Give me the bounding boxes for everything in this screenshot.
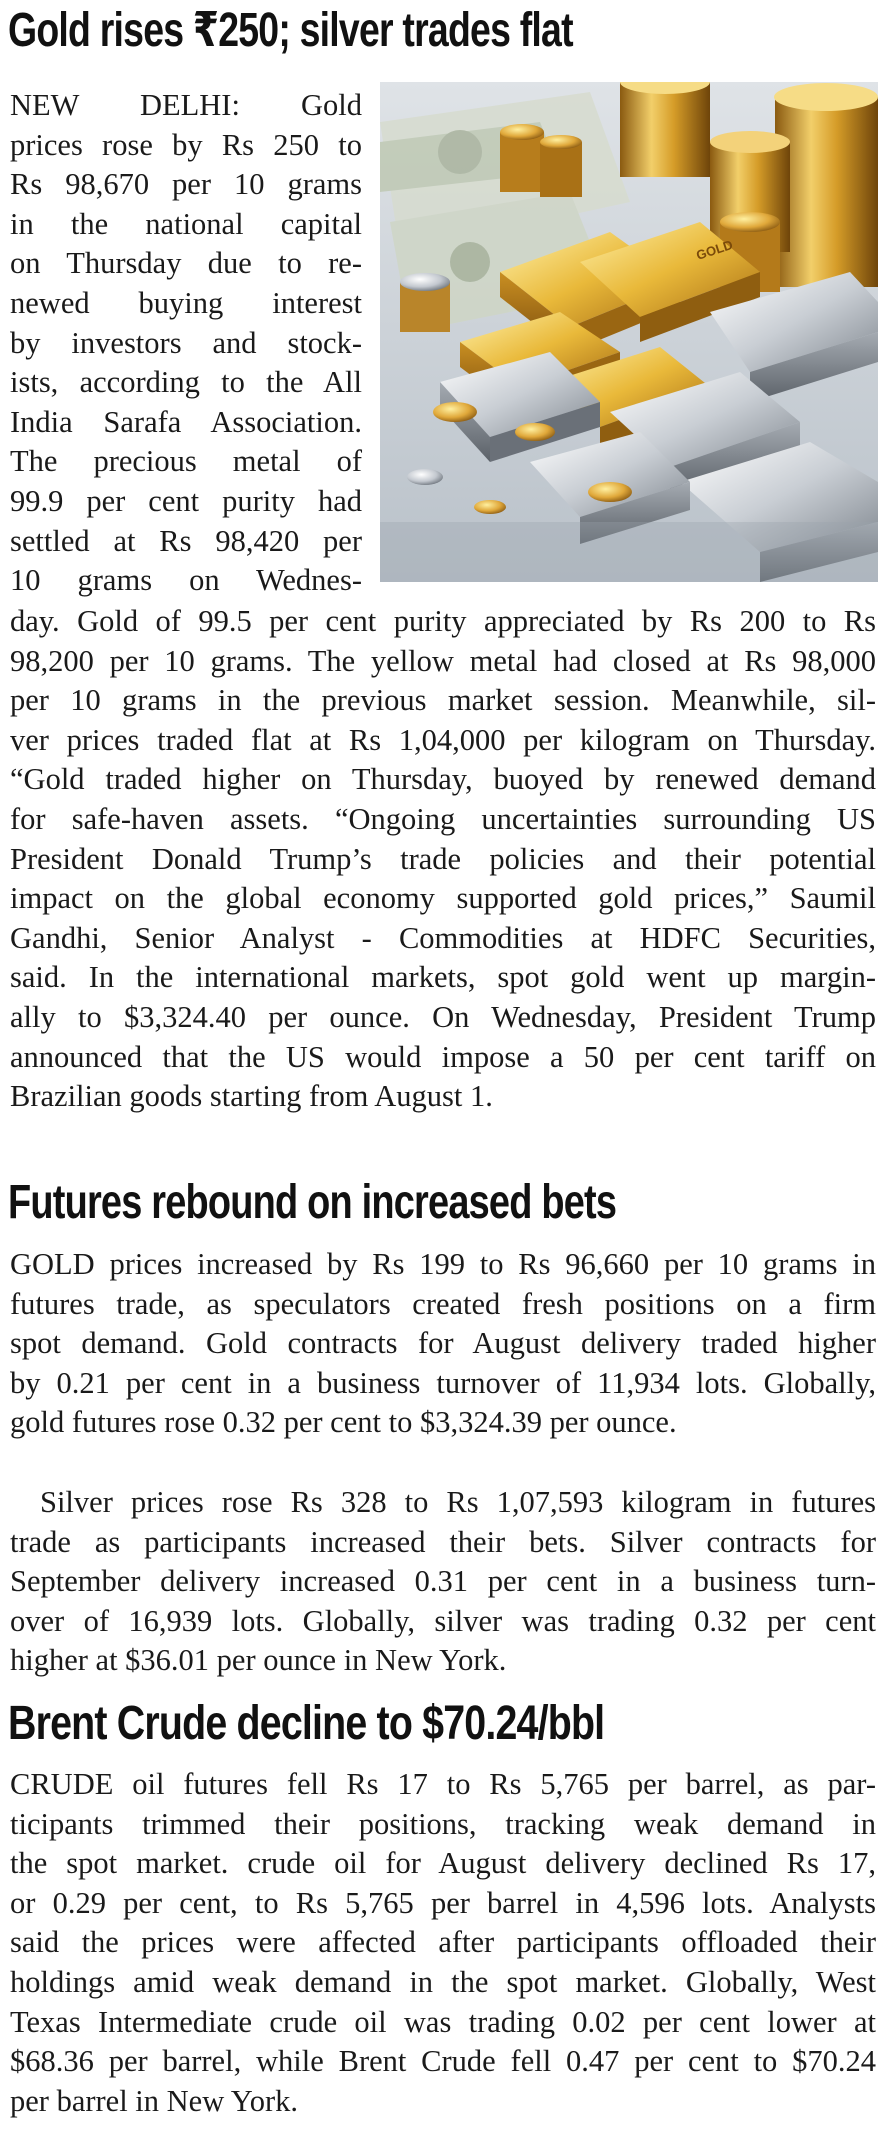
body-line: the spot market. crude oil for August delivery declined Rs 17, (10, 1846, 876, 1881)
lead-line: Rs 98,670 per 10 grams (10, 167, 362, 202)
story2-paragraph-1 (10, 1245, 876, 1443)
body-line: said. In the international markets, spot gold went up margin- (10, 960, 876, 995)
body-line: spot demand. Gold contracts for August delivery traded higher (10, 1326, 876, 1361)
body-line: day. Gold of 99.5 per cent purity appreciated by Rs 200 to Rs (10, 604, 876, 638)
story2-headline: Futures rebound on increased bets (8, 1176, 617, 1229)
body-line: futures trade, as speculators created fresh positions on a firm (10, 1286, 876, 1321)
body-line: holdings amid weak demand in the spot market. Globally, West (10, 1964, 876, 1999)
body-line: ver prices traded flat at Rs 1,04,000 per kilogram on Thursday. (10, 722, 876, 757)
body-line: over of 16,939 lots. Globally, silver was trading 0.32 per cent (10, 1603, 876, 1638)
lead-line: The precious metal of (10, 444, 362, 479)
body-line: said the prices were affected after participants offloaded their (10, 1925, 876, 1960)
story2-paragraph-2 (10, 1483, 876, 1681)
story1-body (10, 602, 876, 1117)
lead-line: 10 grams on Wednes- (10, 563, 362, 598)
body-line: $68.36 per barrel, while Brent Crude fell 0.47 per cent to $70.24 (10, 2044, 876, 2079)
body-line: September delivery increased 0.31 per cent in a business turn- (10, 1564, 876, 1599)
body-line: GOLD prices increased by Rs 199 to Rs 96,660 per 10 grams in (10, 1247, 876, 1281)
body-line: Silver prices rose Rs 328 to Rs 1,07,593 kilogram in futures (40, 1485, 876, 1519)
body-line: Brazilian goods starting from August 1. (10, 1079, 493, 1114)
body-line: or 0.29 per cent, to Rs 5,765 per barrel in 4,596 lots. Analysts (10, 1885, 876, 1920)
lead-line: on Thursday due to re- (10, 246, 362, 281)
body-line: “Gold traded higher on Thursday, buoyed by renewed demand (10, 762, 876, 797)
lead-line: prices rose by Rs 250 to (10, 127, 362, 162)
body-line: ticipants trimmed their positions, tracking weak demand in (10, 1806, 876, 1841)
body-line: announced that the US would impose a 50 per cent tariff on (10, 1039, 876, 1074)
lead-line: NEW DELHI: Gold (10, 88, 362, 122)
gold-silver-bars-coins-icon (380, 82, 878, 582)
lead-line: in the national capital (10, 206, 362, 241)
body-line: President Donald Trump’s trade policies and their potential (10, 841, 876, 876)
story1-lead-column (10, 86, 362, 601)
lead-line: India Sarafa Association. (10, 404, 362, 439)
lead-line: newed buying interest (10, 285, 362, 320)
lead-line: 99.9 per cent purity had (10, 483, 362, 518)
body-line: for safe-haven assets. “Ongoing uncertainties surrounding US (10, 801, 876, 836)
body-line: per 10 grams in the previous market session. Meanwhile, sil- (10, 683, 876, 718)
body-line: ally to $3,324.40 per ounce. On Wednesday, President Trump (10, 999, 876, 1034)
body-line: by 0.21 per cent in a business turnover of 11,934 lots. Globally, (10, 1365, 876, 1400)
svg-text:GOLD: GOLD (694, 236, 735, 263)
story1-headline: Gold rises ₹250; silver trades flat (8, 4, 573, 57)
gold-silver-bars-photo (380, 82, 878, 582)
lead-line: settled at Rs 98,420 per (10, 523, 362, 558)
lead-line: ists, according to the All (10, 365, 362, 400)
body-line: per barrel in New York. (10, 2083, 298, 2118)
body-line: 98,200 per 10 grams. The yellow metal had closed at Rs 98,000 (10, 643, 876, 678)
body-line: gold futures rose 0.32 per cent to $3,324.39 per ounce. (10, 1405, 677, 1440)
body-line: Gandhi, Senior Analyst - Commodities at HDFC Securities, (10, 920, 876, 955)
body-line: trade as participants increased their bets. Silver contracts for (10, 1524, 876, 1559)
body-line: higher at $36.01 per ounce in New York. (10, 1643, 507, 1678)
story3-paragraph (10, 1765, 876, 2121)
body-line: impact on the global economy supported gold prices,” Saumil (10, 881, 876, 916)
lead-line: by investors and stock- (10, 325, 362, 360)
body-line: CRUDE oil futures fell Rs 17 to Rs 5,765 per barrel, as par- (10, 1767, 876, 1801)
story3-headline: Brent Crude decline to $70.24/bbl (8, 1697, 605, 1750)
body-line: Texas Intermediate crude oil was trading 0.02 per cent lower at (10, 2004, 876, 2039)
